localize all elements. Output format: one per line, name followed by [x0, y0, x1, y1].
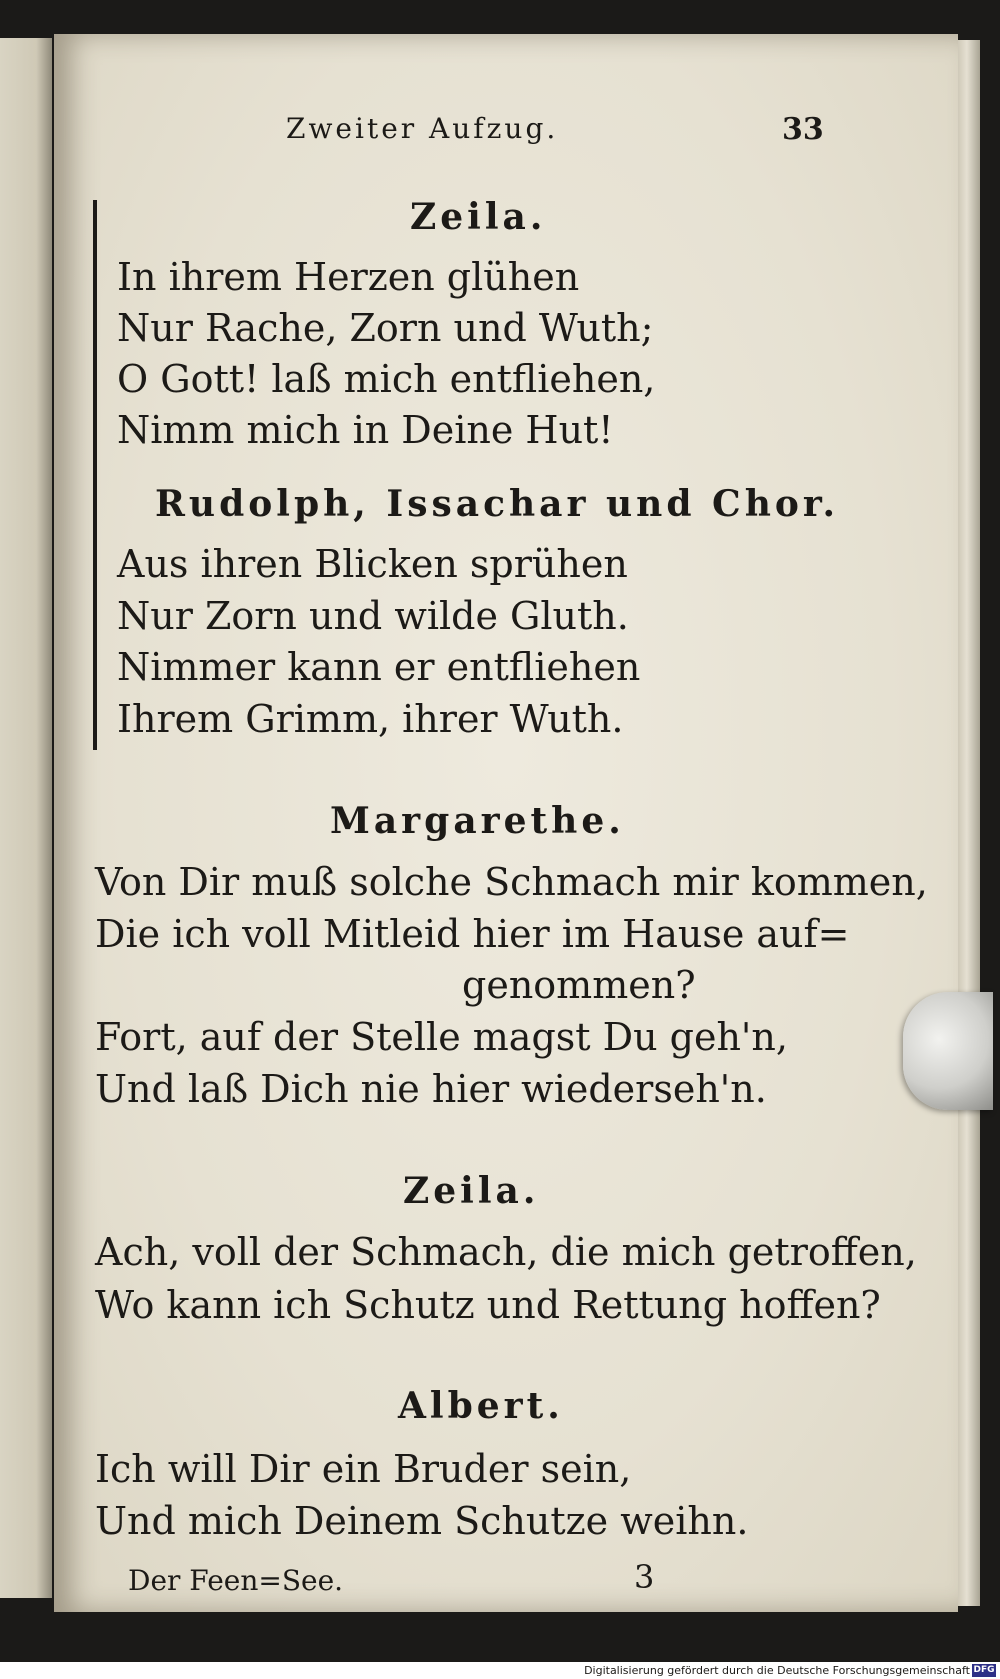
- digitization-credit: Digitalisierung gefördert durch die Deutsche Forschungsgemeinschaft: [584, 1664, 970, 1677]
- verse-bracket: [93, 200, 111, 750]
- verse-line: Ihrem Grimm, ihrer Wuth.: [117, 697, 624, 741]
- verse-line: Von Dir muß solche Schmach mir kommen,: [95, 860, 928, 904]
- speaker-zeila-2: Zeila.: [403, 1170, 540, 1212]
- verse-line: Fort, auf der Stelle magst Du geh'n,: [95, 1015, 788, 1059]
- verse-line: Ach, voll der Schmach, die mich getroffen,: [95, 1230, 917, 1274]
- verse-line: Wo kann ich Schutz und Rettung hoffen?: [95, 1283, 881, 1327]
- verse-line: Und mich Deinem Schutze weihn.: [95, 1499, 749, 1543]
- left-page-edge: [0, 38, 52, 1598]
- verse-line: Nimm mich in Deine Hut!: [117, 408, 614, 452]
- dfg-logo: DFG: [973, 1665, 995, 1675]
- verse-line: Und laß Dich nie hier wiederseh'n.: [95, 1067, 767, 1111]
- speaker-zeila-1: Zeila.: [410, 196, 547, 238]
- speaker-albert: Albert.: [398, 1385, 564, 1427]
- page-number: 33: [782, 112, 824, 147]
- verse-line: Nur Zorn und wilde Gluth.: [117, 594, 629, 638]
- digitization-credit-bar: [0, 1662, 1000, 1679]
- verse-line: In ihrem Herzen glühen: [117, 255, 580, 299]
- speaker-margarethe: Margarethe.: [330, 800, 625, 842]
- verse-line: genommen?: [462, 963, 696, 1007]
- right-page-edge: [958, 40, 980, 1606]
- signature-mark: Der Feen=See.: [128, 1564, 344, 1597]
- page-clip: [903, 992, 993, 1110]
- running-title: Zweiter Aufzug.: [286, 112, 559, 145]
- verse-line: Nimmer kann er entfliehen: [117, 645, 641, 689]
- verse-line: O Gott! laß mich entfliehen,: [117, 357, 656, 401]
- verse-line: Die ich voll Mitleid hier im Hause auf=: [95, 912, 850, 956]
- verse-line: Aus ihren Blicken sprühen: [117, 542, 628, 586]
- verse-line: Nur Rache, Zorn und Wuth;: [117, 306, 654, 350]
- speaker-rudolph-issachar-chor: Rudolph, Issachar und Chor.: [155, 483, 840, 525]
- verse-line: Ich will Dir ein Bruder sein,: [95, 1447, 632, 1491]
- sheet-number: 3: [634, 1558, 655, 1596]
